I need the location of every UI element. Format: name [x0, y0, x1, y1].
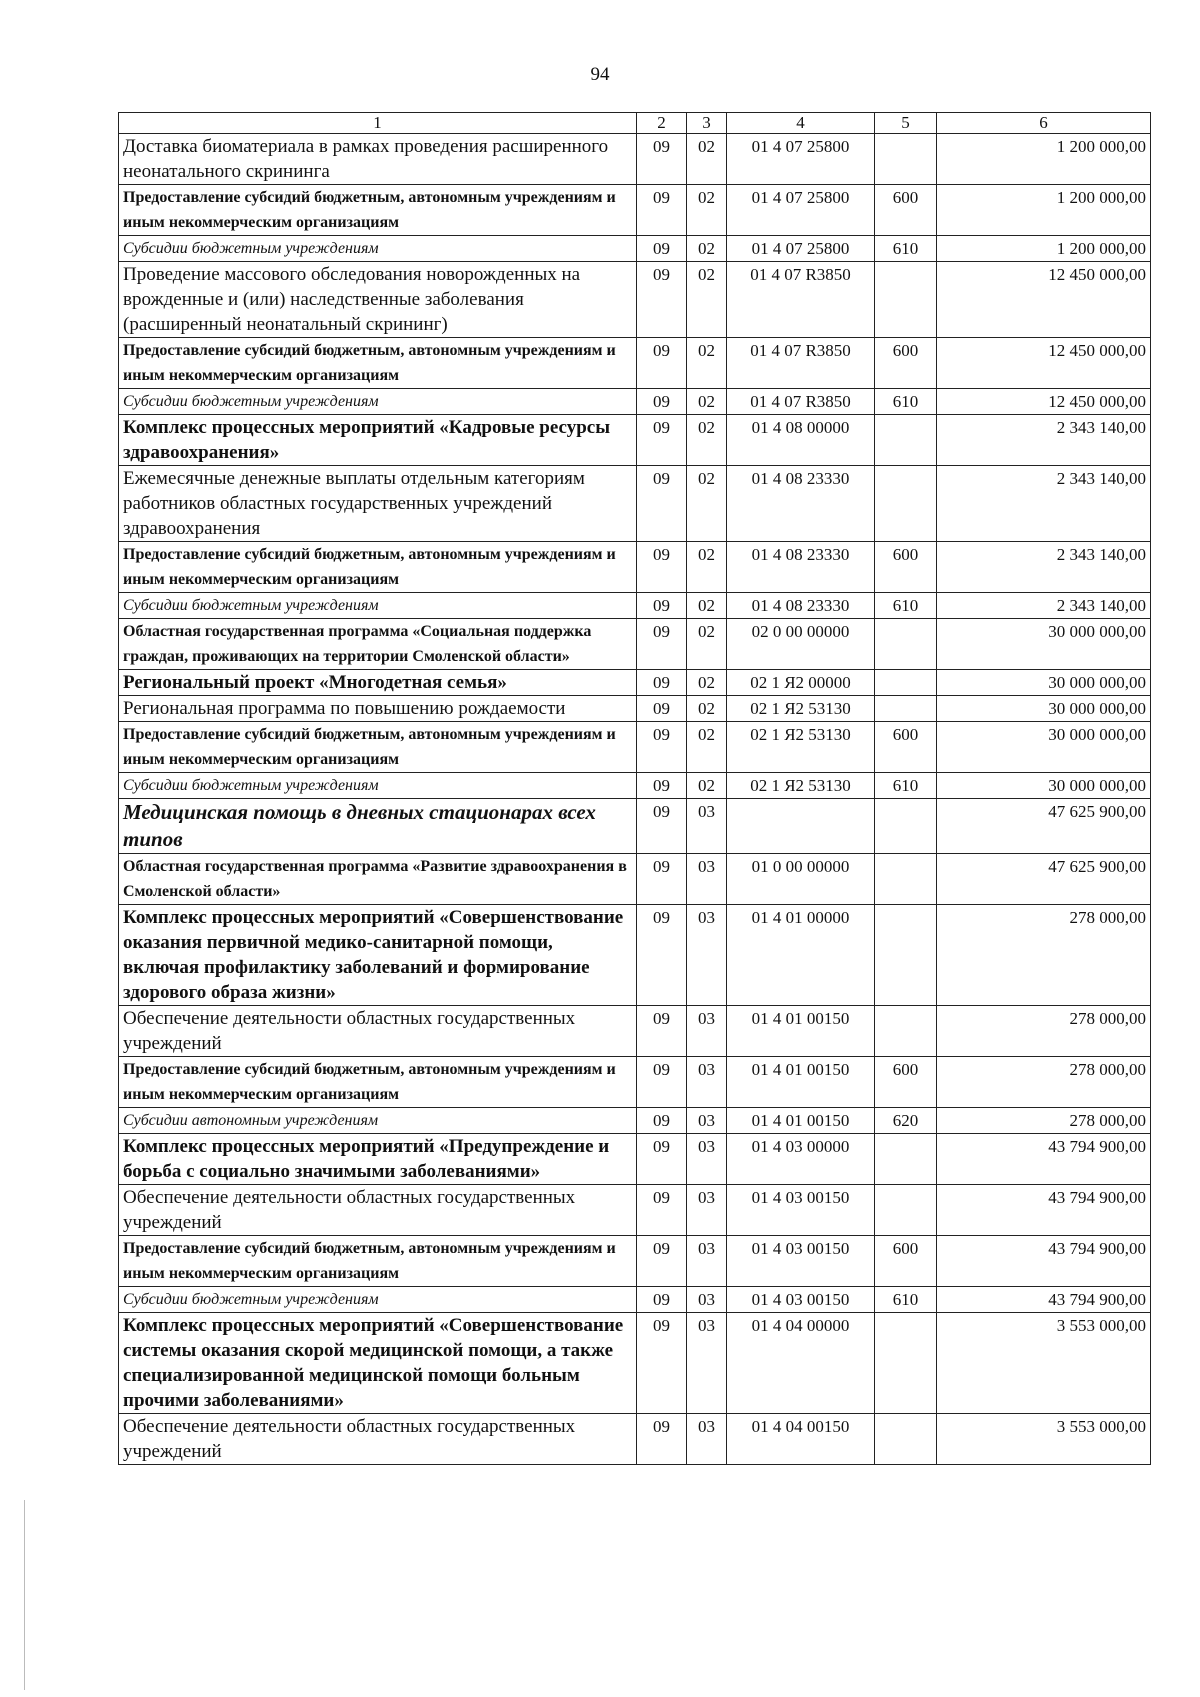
row-subsection-cell: 02	[687, 619, 727, 670]
row-expense-type-cell	[875, 799, 937, 854]
table-row	[119, 262, 1151, 338]
row-subsection-cell: 02	[687, 415, 727, 466]
row-subsection-cell: 02	[687, 134, 727, 185]
row-section-cell: 09	[637, 1185, 687, 1236]
row-section-cell: 09	[637, 593, 687, 619]
row-section-cell: 09	[637, 905, 687, 1006]
row-name-cell: Комплекс процессных мероприятий «Кадровые ресурсы здравоохранения»	[119, 415, 637, 466]
row-amount-cell: 2 343 140,00	[937, 542, 1151, 593]
table-row	[119, 670, 1151, 696]
row-subsection-cell: 02	[687, 236, 727, 262]
table-row	[119, 1287, 1151, 1313]
row-expense-type-cell	[875, 1313, 937, 1414]
row-expense-type-cell	[875, 854, 937, 905]
row-name-cell: Субсидии автономным учреждениям	[119, 1108, 637, 1134]
table-row	[119, 1057, 1151, 1108]
row-expense-type-cell	[875, 1414, 937, 1465]
row-amount-cell: 3 553 000,00	[937, 1414, 1151, 1465]
row-amount-cell: 2 343 140,00	[937, 466, 1151, 542]
row-target-code-cell: 01 4 01 00150	[727, 1006, 875, 1057]
row-expense-type-cell: 610	[875, 236, 937, 262]
row-expense-type-cell	[875, 415, 937, 466]
row-amount-cell: 278 000,00	[937, 1108, 1151, 1134]
row-subsection-cell: 02	[687, 389, 727, 415]
row-amount-cell: 43 794 900,00	[937, 1287, 1151, 1313]
row-amount-cell: 43 794 900,00	[937, 1185, 1151, 1236]
row-amount-cell: 30 000 000,00	[937, 773, 1151, 799]
row-name-cell: Проведение массового обследования новорожденных на врожденные и (или) наследственные заболевания (расширенный неонатальный скрининг)	[119, 262, 637, 338]
row-subsection-cell: 03	[687, 1057, 727, 1108]
row-amount-cell: 43 794 900,00	[937, 1134, 1151, 1185]
column-header: 5	[875, 113, 937, 134]
row-amount-cell: 278 000,00	[937, 1006, 1151, 1057]
row-target-code-cell: 01 4 07 R3850	[727, 338, 875, 389]
row-name-cell: Субсидии бюджетным учреждениям	[119, 593, 637, 619]
row-amount-cell: 2 343 140,00	[937, 593, 1151, 619]
row-amount-cell: 278 000,00	[937, 905, 1151, 1006]
row-subsection-cell: 02	[687, 466, 727, 542]
row-subsection-cell: 03	[687, 1185, 727, 1236]
table-row	[119, 1313, 1151, 1414]
row-name-cell: Субсидии бюджетным учреждениям	[119, 773, 637, 799]
row-name-cell: Предоставление субсидий бюджетным, автономным учреждениям и иным некоммерческим организациям	[119, 1057, 637, 1108]
row-section-cell: 09	[637, 1134, 687, 1185]
row-section-cell: 09	[637, 389, 687, 415]
table-body	[119, 134, 1151, 1465]
row-name-cell: Комплекс процессных мероприятий «Предупреждение и борьба с социально значимыми заболеваниями»	[119, 1134, 637, 1185]
row-amount-cell: 30 000 000,00	[937, 722, 1151, 773]
row-target-code-cell: 01 4 08 23330	[727, 466, 875, 542]
row-target-code-cell: 02 0 00 00000	[727, 619, 875, 670]
row-subsection-cell: 02	[687, 722, 727, 773]
row-name-cell: Предоставление субсидий бюджетным, автономным учреждениям и иным некоммерческим организациям	[119, 338, 637, 389]
row-section-cell: 09	[637, 542, 687, 593]
row-subsection-cell: 02	[687, 593, 727, 619]
row-amount-cell: 3 553 000,00	[937, 1313, 1151, 1414]
table-row	[119, 1236, 1151, 1287]
row-section-cell: 09	[637, 1057, 687, 1108]
row-amount-cell: 1 200 000,00	[937, 185, 1151, 236]
row-name-cell: Комплекс процессных мероприятий «Совершенствование системы оказания скорой медицинской помощи, а также специализированной медицинской помощи больным прочими заболеваниями»	[119, 1313, 637, 1414]
row-section-cell: 09	[637, 338, 687, 389]
row-name-cell: Комплекс процессных мероприятий «Совершенствование оказания первичной медико-санитарной помощи, включая профилактику заболеваний и формирование здорового образа жизни»	[119, 905, 637, 1006]
row-name-cell: Субсидии бюджетным учреждениям	[119, 236, 637, 262]
row-amount-cell: 47 625 900,00	[937, 854, 1151, 905]
row-subsection-cell: 03	[687, 1414, 727, 1465]
row-target-code-cell: 01 4 07 25800	[727, 134, 875, 185]
table-row	[119, 1414, 1151, 1465]
row-expense-type-cell	[875, 696, 937, 722]
row-expense-type-cell	[875, 466, 937, 542]
row-name-cell: Субсидии бюджетным учреждениям	[119, 389, 637, 415]
table-row	[119, 619, 1151, 670]
row-expense-type-cell: 610	[875, 773, 937, 799]
table-row	[119, 1108, 1151, 1134]
row-target-code-cell: 02 1 Я2 53130	[727, 773, 875, 799]
row-subsection-cell: 03	[687, 1134, 727, 1185]
row-amount-cell: 1 200 000,00	[937, 236, 1151, 262]
row-subsection-cell: 02	[687, 262, 727, 338]
row-expense-type-cell: 600	[875, 338, 937, 389]
row-amount-cell: 1 200 000,00	[937, 134, 1151, 185]
row-target-code-cell: 02 1 Я2 00000	[727, 670, 875, 696]
row-section-cell: 09	[637, 799, 687, 854]
table-row	[119, 593, 1151, 619]
row-name-cell: Областная государственная программа «Социальная поддержка граждан, проживающих на территории Смоленской области»	[119, 619, 637, 670]
row-subsection-cell: 02	[687, 670, 727, 696]
row-target-code-cell: 01 4 08 23330	[727, 542, 875, 593]
row-name-cell: Доставка биоматериала в рамках проведения расширенного неонатального скрининга	[119, 134, 637, 185]
row-target-code-cell: 01 4 01 00150	[727, 1108, 875, 1134]
row-name-cell: Обеспечение деятельности областных государственных учреждений	[119, 1006, 637, 1057]
row-amount-cell: 12 450 000,00	[937, 262, 1151, 338]
row-section-cell: 09	[637, 262, 687, 338]
row-section-cell: 09	[637, 185, 687, 236]
row-target-code-cell: 01 4 07 R3850	[727, 389, 875, 415]
column-header: 4	[727, 113, 875, 134]
table-row	[119, 905, 1151, 1006]
row-name-cell: Предоставление субсидий бюджетным, автономным учреждениям и иным некоммерческим организациям	[119, 185, 637, 236]
row-section-cell: 09	[637, 696, 687, 722]
row-section-cell: 09	[637, 670, 687, 696]
row-name-cell: Предоставление субсидий бюджетным, автономным учреждениям и иным некоммерческим организациям	[119, 722, 637, 773]
row-section-cell: 09	[637, 854, 687, 905]
row-amount-cell: 47 625 900,00	[937, 799, 1151, 854]
budget-table	[118, 112, 1151, 1465]
row-name-cell: Региональный проект «Многодетная семья»	[119, 670, 637, 696]
row-section-cell: 09	[637, 1236, 687, 1287]
page-number: 94	[590, 64, 610, 85]
table-row	[119, 1134, 1151, 1185]
row-subsection-cell: 02	[687, 696, 727, 722]
row-target-code-cell: 01 4 07 25800	[727, 236, 875, 262]
row-amount-cell: 2 343 140,00	[937, 415, 1151, 466]
table-row	[119, 773, 1151, 799]
table-row	[119, 854, 1151, 905]
row-target-code-cell: 01 4 03 00150	[727, 1287, 875, 1313]
row-section-cell: 09	[637, 1414, 687, 1465]
row-subsection-cell: 03	[687, 1108, 727, 1134]
column-header: 2	[637, 113, 687, 134]
row-name-cell: Региональная программа по повышению рождаемости	[119, 696, 637, 722]
row-target-code-cell: 01 4 08 23330	[727, 593, 875, 619]
row-expense-type-cell	[875, 1185, 937, 1236]
row-section-cell: 09	[637, 722, 687, 773]
row-name-cell: Ежемесячные денежные выплаты отдельным категориям работников областных государственных учреждений здравоохранения	[119, 466, 637, 542]
row-amount-cell: 12 450 000,00	[937, 389, 1151, 415]
table-row	[119, 185, 1151, 236]
row-subsection-cell: 03	[687, 1236, 727, 1287]
column-header: 1	[119, 113, 637, 134]
row-target-code-cell: 01 4 03 00000	[727, 1134, 875, 1185]
row-target-code-cell: 01 4 04 00150	[727, 1414, 875, 1465]
row-target-code-cell: 01 4 07 25800	[727, 185, 875, 236]
row-target-code-cell: 01 4 08 00000	[727, 415, 875, 466]
row-subsection-cell: 03	[687, 905, 727, 1006]
row-target-code-cell: 01 4 07 R3850	[727, 262, 875, 338]
row-amount-cell: 30 000 000,00	[937, 670, 1151, 696]
row-target-code-cell: 01 4 03 00150	[727, 1185, 875, 1236]
table-row	[119, 1006, 1151, 1057]
table-row	[119, 415, 1151, 466]
row-expense-type-cell	[875, 905, 937, 1006]
row-target-code-cell: 01 4 03 00150	[727, 1236, 875, 1287]
row-target-code-cell: 01 4 01 00000	[727, 905, 875, 1006]
row-expense-type-cell: 600	[875, 185, 937, 236]
row-name-cell: Предоставление субсидий бюджетным, автономным учреждениям и иным некоммерческим организациям	[119, 542, 637, 593]
table-row	[119, 134, 1151, 185]
row-expense-type-cell	[875, 134, 937, 185]
margin-line	[24, 1500, 25, 1690]
row-section-cell: 09	[637, 1108, 687, 1134]
table-row	[119, 542, 1151, 593]
row-expense-type-cell	[875, 1134, 937, 1185]
row-subsection-cell: 02	[687, 338, 727, 389]
table-row	[119, 1185, 1151, 1236]
row-name-cell: Областная государственная программа «Развитие здравоохранения в Смоленской области»	[119, 854, 637, 905]
row-expense-type-cell: 610	[875, 593, 937, 619]
row-subsection-cell: 03	[687, 1313, 727, 1414]
row-name-cell: Медицинская помощь в дневных стационарах всех типов	[119, 799, 637, 854]
row-section-cell: 09	[637, 415, 687, 466]
row-expense-type-cell	[875, 619, 937, 670]
row-expense-type-cell: 610	[875, 1287, 937, 1313]
row-expense-type-cell: 600	[875, 1057, 937, 1108]
row-name-cell: Обеспечение деятельности областных государственных учреждений	[119, 1185, 637, 1236]
row-name-cell: Предоставление субсидий бюджетным, автономным учреждениям и иным некоммерческим организациям	[119, 1236, 637, 1287]
row-expense-type-cell: 610	[875, 389, 937, 415]
table-row	[119, 466, 1151, 542]
row-section-cell: 09	[637, 1287, 687, 1313]
row-target-code-cell	[727, 799, 875, 854]
table-row	[119, 722, 1151, 773]
row-subsection-cell: 02	[687, 542, 727, 593]
row-target-code-cell: 02 1 Я2 53130	[727, 722, 875, 773]
row-amount-cell: 30 000 000,00	[937, 619, 1151, 670]
row-section-cell: 09	[637, 236, 687, 262]
row-expense-type-cell	[875, 670, 937, 696]
row-amount-cell: 30 000 000,00	[937, 696, 1151, 722]
table-row	[119, 338, 1151, 389]
row-amount-cell: 12 450 000,00	[937, 338, 1151, 389]
row-target-code-cell: 01 0 00 00000	[727, 854, 875, 905]
row-subsection-cell: 03	[687, 1287, 727, 1313]
table-header-row	[119, 113, 1151, 134]
row-amount-cell: 43 794 900,00	[937, 1236, 1151, 1287]
row-subsection-cell: 02	[687, 185, 727, 236]
row-target-code-cell: 02 1 Я2 53130	[727, 696, 875, 722]
row-section-cell: 09	[637, 466, 687, 542]
row-amount-cell: 278 000,00	[937, 1057, 1151, 1108]
row-expense-type-cell: 600	[875, 722, 937, 773]
row-section-cell: 09	[637, 773, 687, 799]
row-subsection-cell: 02	[687, 773, 727, 799]
row-section-cell: 09	[637, 1313, 687, 1414]
row-subsection-cell: 03	[687, 1006, 727, 1057]
row-section-cell: 09	[637, 134, 687, 185]
table-row	[119, 389, 1151, 415]
column-header: 3	[687, 113, 727, 134]
table-row	[119, 799, 1151, 854]
table-row	[119, 696, 1151, 722]
row-subsection-cell: 03	[687, 854, 727, 905]
row-expense-type-cell	[875, 1006, 937, 1057]
row-name-cell: Обеспечение деятельности областных государственных учреждений	[119, 1414, 637, 1465]
column-header: 6	[937, 113, 1151, 134]
row-expense-type-cell: 600	[875, 1236, 937, 1287]
row-target-code-cell: 01 4 04 00000	[727, 1313, 875, 1414]
row-expense-type-cell: 600	[875, 542, 937, 593]
row-section-cell: 09	[637, 1006, 687, 1057]
row-target-code-cell: 01 4 01 00150	[727, 1057, 875, 1108]
row-section-cell: 09	[637, 619, 687, 670]
table-row	[119, 236, 1151, 262]
row-expense-type-cell	[875, 262, 937, 338]
row-subsection-cell: 03	[687, 799, 727, 854]
row-expense-type-cell: 620	[875, 1108, 937, 1134]
row-name-cell: Субсидии бюджетным учреждениям	[119, 1287, 637, 1313]
